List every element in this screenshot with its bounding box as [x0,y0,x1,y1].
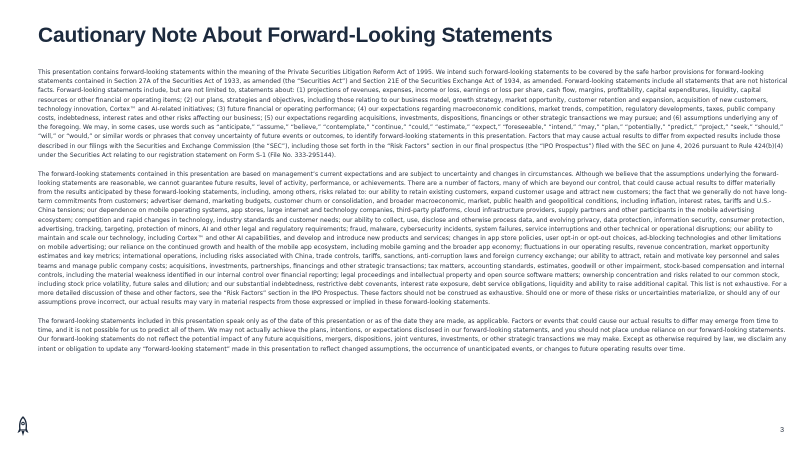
rocket-icon [16,416,30,438]
slide-title: Cautionary Note About Forward-Looking Statements [38,24,553,47]
disclaimer-body [38,68,788,363]
paragraph-forward-looking-intro: This presentation contains forward-looking statements within the meaning of the Private Securities Litigation Reform Act of 1995. We intend such forward-looking statements to be covered by the safe harbor provisions for forward-looking statements contained in Section 27A of the Securities Act of 1933, as amended (the “Securities Act”) and Section 21E of the Securities Exchange Act of 1934, as amended. Forward-looking statements include all statements that are not historical facts. Forward-looking statements include, but are not limited to, statements about: (1) projections of revenues, expenses, income or loss, earnings or loss per share, cash flow, margins, profitability, capital expenditures, liquidity, capital resources or other financial or operating items; (2) our plans, strategies and objectives, including those relating to our business model, growth strategy, market opportunity, customer retention and expansion, acquisition of new customers, technology innovation, Cortex™ and AI-related initiatives; (3) future financial or operating performance; (4) our expectations regarding macroeconomic conditions, market trends, competition, regulatory developments, taxes, public company costs, indebtedness, interest rates and other risks affecting our business; (5) our expectations regarding acquisitions, investments, dispositions, financings or other strategic transactions we may pursue; and (6) assumptions underlying any of the foregoing. We may, in some cases, use words such as “anticipate,” “assume,” “believe,” “contemplate,” “continue,” “could,” “estimate,” “expect,” “foreseeable,” “intend,” “may,” “plan,” “potentially,” “predict,” “project,” “seek,” “should,” “will,” or “would,” or similar words or phrases that convey uncertainty of future events or outcomes, to identify forward-looking statements in this presentation. Factors that may cause actual results to differ from expected results include those described in our filings with the Securities and Exchange Commission (the “SEC”), including those set forth in the “Risk Factors” section in our final prospectus (the “IPO Prospectus”) filed with the SEC on June 4, 2026 pursuant to Rule 424(b)(4) under the Securities Act relating to our registration statement on Form S-1 (File No. 333-295144). [38,69,788,159]
paragraph-no-update-obligation: The forward-looking statements included in this presentation speak only as of the date of this presentation or as of the date they are made, as applicable. Factors or events that could cause our actual results to differ may emerge from time to time, and it is not possible for us to predict all of them. We may not actually achieve the plans, intentions, or expectations disclosed in our forward-looking statements, and you should not place undue reliance on our forward-looking statements. Our forward-looking statements do not reflect the potential impact of any future acquisitions, mergers, dispositions, joint ventures, investments, or other strategic transactions we may make. Except as otherwise required by law, we disclaim any intent or obligation to update any “forward-looking statement” made in this presentation to reflect changed assumptions, the occurrence of unanticipated events, or changes to future operating results over time. [38,318,787,353]
page-number: 3 [780,427,784,434]
paragraph-risk-factors: The forward-looking statements contained in this presentation are based on management’s current expectations and are subject to uncertainty and changes in circumstances. Although we believe that the assumptions underlying the forward-looking statements are reasonable, we cannot guarantee future results, level of activity, performance, or achievements. There are a number of factors, many of which are beyond our control, that could cause actual results to differ materially from the results anticipated by these forward-looking statements, including, among others, risks related to: our ability to retain existing customers, expand customer usage and attract new customers; the fact that we generally do not have long-term commitments from customers; advertiser demand, marketing budgets, customer churn or consolidation, and broader macroeconomic, market, public health and geopolitical conditions, including inflation, interest rates, tariffs and U.S.-China tensions; our dependence on mobile operating systems, app stores, large internet and technology companies, third-party platforms, cloud infrastructure providers, supply partners and other participants in the mobile advertising ecosystem; competition and rapid changes in technology, industry standards and customer needs; our ability to collect, use, disclose and otherwise process data, and evolving privacy, data protection, information security, consumer protection, advertising, tracking, targeting, protection of minors, AI and other legal and regulatory requirements; fraud, malware, cybersecurity incidents, system failures, service interruptions and other technical or operational disruptions; our ability to maintain and scale our technology, including Cortex™ and other AI capabilities, and develop and introduce new products and services; changes in app store policies, user opt-in or opt-out choices, ad-blocking technologies and other limitations on mobile advertising; our reliance on the continued growth and health of the mobile app ecosystem, including mobile gaming and the broader app economy; fluctuations in our operating results, revenue concentration, market opportunity estimates and key metrics; international operations, including risks associated with China, trade controls, tariffs, sanctions, anti-corruption laws and foreign currency exchange; our ability to attract, retain and motivate key personnel and sales teams and manage public company costs; acquisitions, investments, partnerships, financings and other strategic transactions; tax matters, accounting standards, estimates, goodwill or other impairment, stock-based compensation and internal controls, including the material weakness identified in our internal control over financial reporting; legal proceedings and intellectual property and open source software matters; ownership concentration and risks related to our common stock, including stock price volatility, future sales and dilution; and our substantial indebtedness, restrictive debt covenants, interest rate exposure, debt service obligations, liquidity and ability to raise additional capital. This list is not exhaustive. For a more detailed discussion of these and other factors, see the “Risk Factors” section in the IPO Prospectus. These factors should not be construed as exhaustive. Should one or more of these risks or uncertainties materialize, or should any of our assumptions prove incorrect, our actual results may vary in material respects from those expressed or implied in these forward-looking statements. [38,170,788,307]
